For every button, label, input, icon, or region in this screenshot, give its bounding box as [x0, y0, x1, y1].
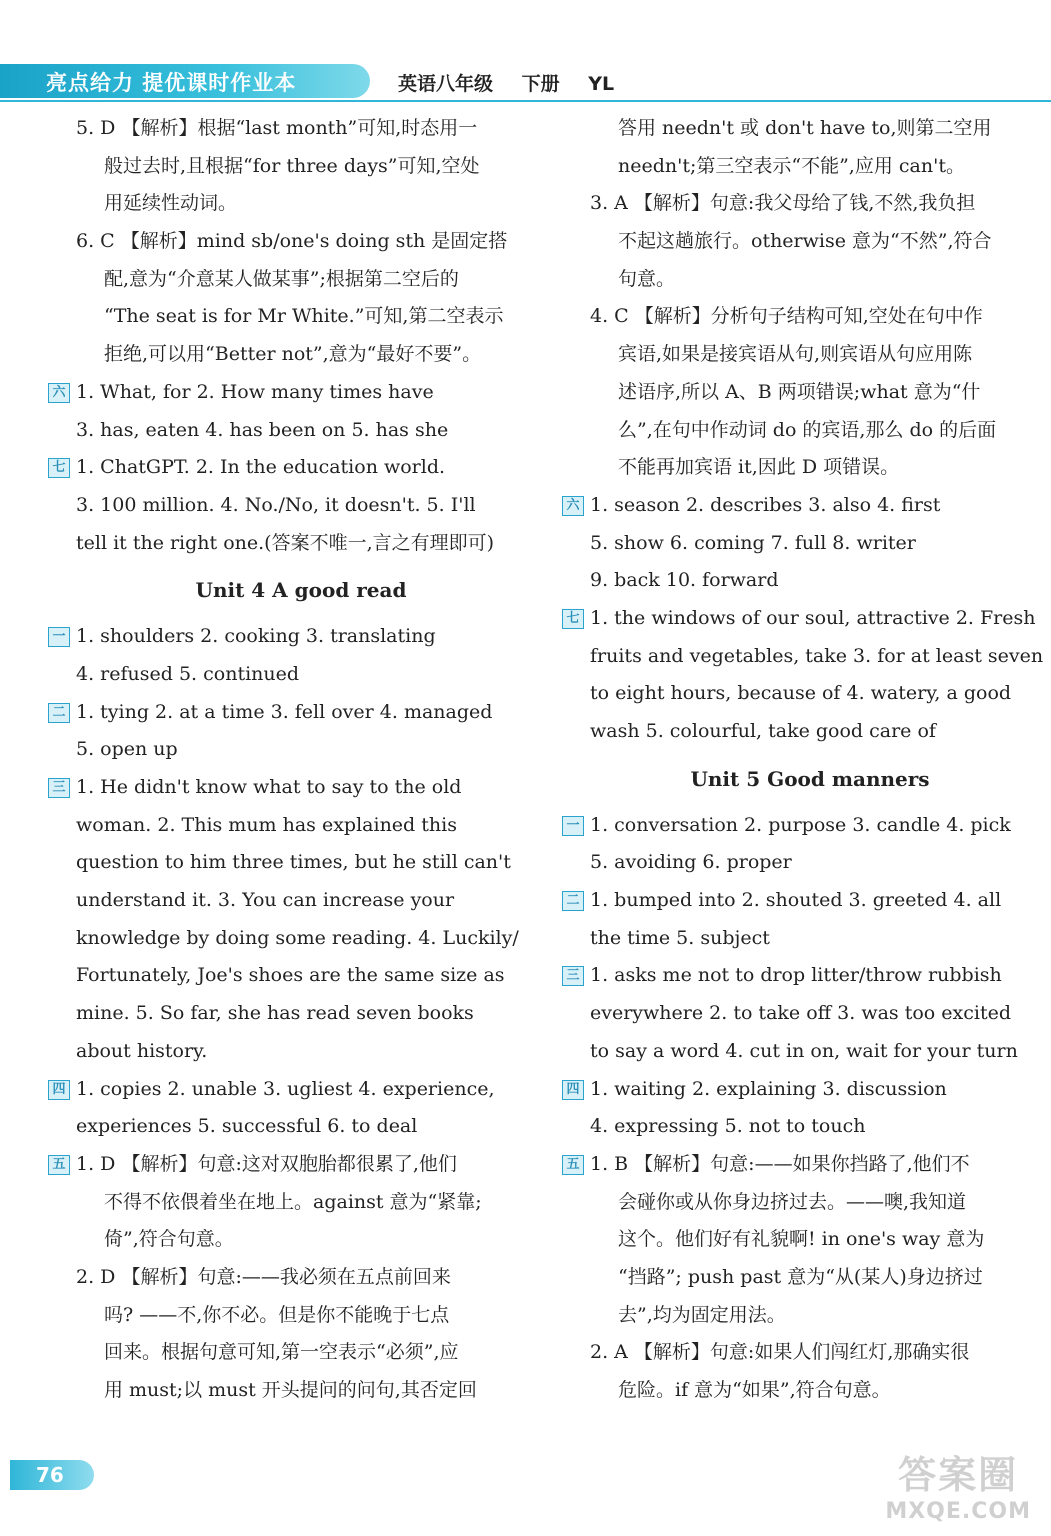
- section-number-icon: 六: [48, 383, 70, 403]
- answer-text: 5. D 【解析】根据“last month”可知,时态用一: [76, 117, 478, 139]
- answer-line: [590, 1297, 1030, 1335]
- answer-text: 4. expressing 5. not to touch: [590, 1115, 866, 1138]
- answer-line: [76, 298, 526, 336]
- edition-label: YL: [588, 73, 615, 95]
- answer-text: “The seat is for Mr White.”可知,第二空表示: [104, 305, 504, 328]
- answer-line: [590, 223, 1030, 261]
- answer-line: [590, 844, 1030, 882]
- answer-text: 用延续性动词。: [104, 192, 238, 215]
- answer-text: 2. D 【解析】句意:——我必须在五点前回来: [76, 1265, 451, 1288]
- answer-line: [590, 1221, 1030, 1259]
- answer-text: 回来。根据句意可知,第一空表示“必须”,应: [104, 1341, 459, 1364]
- book-title: 亮点给力 提优课时作业本: [46, 71, 297, 95]
- answer-text: 这个。他们好有礼貌啊! in one's way 意为: [618, 1228, 985, 1251]
- answer-line: [52, 449, 526, 487]
- left-answers: [52, 110, 526, 562]
- answer-line: [76, 336, 526, 374]
- answer-text: 不能再加宾语 it,因此 D 项错误。: [618, 456, 900, 479]
- answer-line: [590, 1334, 1030, 1372]
- answer-line: [76, 844, 526, 882]
- section-number-icon: 四: [48, 1080, 70, 1100]
- answer-line: [590, 1184, 1030, 1222]
- answer-text: 不得不依偎着坐在地上。against 意为“紧靠;: [104, 1190, 482, 1213]
- answer-line: [590, 675, 1030, 713]
- answer-line: [590, 638, 1044, 676]
- volume-label: 下册: [521, 73, 560, 95]
- section-number-icon: 二: [562, 891, 584, 911]
- answer-line: [76, 1221, 526, 1259]
- answer-text: 1. conversation 2. purpose 3. candle 4. pick: [590, 813, 1011, 836]
- answer-text: 1. copies 2. unable 3. ugliest 4. experience,: [76, 1077, 495, 1100]
- watermark-text: 答案圈: [898, 1453, 1019, 1497]
- answer-text: 3. 100 million. 4. No./No, it doesn't. 5. I'll: [76, 493, 476, 516]
- answer-line: [76, 1033, 526, 1071]
- answer-text: 3. has, eaten 4. has been on 5. has she: [76, 418, 449, 441]
- page-number: 76: [10, 1460, 94, 1490]
- section-number-icon: 一: [562, 816, 584, 836]
- answer-line: [590, 261, 1030, 299]
- watermark-url: MXQE.COM: [885, 1499, 1031, 1524]
- answer-line: [76, 487, 526, 525]
- answer-line: [52, 1146, 526, 1184]
- section-number-icon: 五: [562, 1155, 584, 1175]
- answer-text: 1. bumped into 2. shouted 3. greeted 4. all: [590, 889, 1002, 912]
- answer-text: 4. C 【解析】分析句子结构可知,空处在句中作: [590, 305, 983, 328]
- answer-text: 配,意为“介意某人做某事”;根据第二空后的: [104, 267, 459, 290]
- answer-text: 吗? ——不,你不必。但是你不能晚于七点: [104, 1303, 450, 1326]
- answer-text: mine. 5. So far, she has read seven books: [76, 1002, 474, 1025]
- answer-text: the time 5. subject: [590, 926, 770, 949]
- answer-line: [76, 1372, 526, 1410]
- answer-line: [52, 618, 526, 656]
- answer-text: to say a word 4. cut in on, wait for your turn: [590, 1039, 1018, 1062]
- unit5-answers: [566, 807, 1030, 1410]
- answer-line: [76, 882, 526, 920]
- answer-text: 1. What, for 2. How many times have: [76, 380, 434, 403]
- answer-line: [590, 148, 1030, 186]
- answer-line: [52, 374, 526, 412]
- answer-text: Fortunately, Joe's shoes are the same size as: [76, 964, 505, 987]
- unit5-title: Unit 5 Good manners: [690, 766, 930, 791]
- answer-text: 5. open up: [76, 738, 178, 761]
- answer-text: fruits and vegetables, take 3. for at least seven: [590, 644, 1044, 667]
- answer-line: [76, 110, 526, 148]
- unit4-answers: [52, 618, 526, 1409]
- answer-text: 么”,在句中作动词 do 的宾语,那么 do 的后面: [618, 418, 997, 441]
- answer-text: 9. back 10. forward: [590, 569, 779, 592]
- answer-text: 1. tying 2. at a time 3. fell over 4. managed: [76, 700, 493, 723]
- answer-text: 答用 needn't 或 don't have to,则第二空用: [618, 117, 992, 139]
- answer-text: 拒绝,可以用“Better not”,意为“最好不要”。: [104, 343, 482, 366]
- answer-text: wash 5. colourful, take good care of: [590, 720, 936, 742]
- answer-line: [76, 920, 526, 958]
- answer-text: 句意。: [618, 267, 676, 290]
- answer-text: 1. asks me not to drop litter/throw rubbish: [590, 964, 1002, 987]
- answer-text: 般过去时,且根据“for three days”可知,空处: [104, 154, 480, 177]
- answer-line: [76, 1334, 526, 1372]
- answer-line: [590, 110, 1030, 148]
- answer-line: [590, 525, 1030, 563]
- section-number-icon: 七: [48, 458, 70, 478]
- answer-text: experiences 5. successful 6. to deal: [76, 1115, 418, 1138]
- answer-line: [76, 185, 526, 223]
- answer-line: [590, 713, 1030, 751]
- answer-line: [590, 562, 1030, 600]
- answer-text: everywhere 2. to take off 3. was too excited: [590, 1002, 1011, 1025]
- answer-text: 不起这趟旅行。otherwise 意为“不然”,符合: [618, 230, 992, 253]
- answer-text: 会碰你或从你身边挤过去。——噢,我知道: [618, 1190, 967, 1213]
- answer-text: 5. show 6. coming 7. full 8. writer: [590, 531, 916, 554]
- answer-line: [590, 1033, 1030, 1071]
- answer-line: [52, 769, 526, 807]
- answer-text: 1. waiting 2. explaining 3. discussion: [590, 1077, 947, 1100]
- header-divider: [0, 100, 1051, 102]
- answer-text: tell it the right one.(答案不唯一,言之有理即可): [76, 531, 495, 554]
- answer-text: 去”,均为固定用法。: [618, 1303, 786, 1326]
- answer-line: [76, 223, 526, 261]
- answer-text: 2. A 【解析】句意:如果人们闯红灯,那确实很: [590, 1341, 970, 1364]
- answer-text: “挡路”; push past 意为“从(某人)身边挤过: [618, 1265, 983, 1288]
- answer-text: 1. He didn't know what to say to the old: [76, 776, 462, 798]
- right-answers: [566, 110, 1044, 751]
- answer-line: [566, 807, 1030, 845]
- answer-text: 用 must;以 must 开头提问的问句,其否定回: [104, 1379, 477, 1401]
- answer-text: 倚”,符合句意。: [104, 1228, 234, 1251]
- section-number-icon: 四: [562, 1080, 584, 1100]
- answer-line: [566, 882, 1030, 920]
- answer-line: [76, 957, 526, 995]
- answer-line: [76, 148, 526, 186]
- answer-line: [590, 1372, 1030, 1410]
- answer-line: [566, 487, 1030, 525]
- section-number-icon: 一: [48, 627, 70, 647]
- answer-line: [76, 412, 526, 450]
- answer-line: [76, 1297, 526, 1335]
- section-number-icon: 二: [48, 703, 70, 723]
- answer-line: [590, 995, 1030, 1033]
- answer-text: knowledge by doing some reading. 4. Luckily/: [76, 926, 519, 949]
- answer-line: [566, 1071, 1030, 1109]
- unit4-title: Unit 4 A good read: [195, 578, 407, 603]
- answer-text: 述语序,所以 A、B 两项错误;what 意为“什: [618, 380, 981, 403]
- answer-line: [76, 807, 526, 845]
- answer-line: [76, 1184, 526, 1222]
- answer-line: [52, 694, 526, 732]
- left-column: [52, 110, 526, 1410]
- answer-line: [590, 185, 1030, 223]
- subject-label: 英语八年级: [398, 73, 494, 95]
- answer-text: 1. season 2. describes 3. also 4. first: [590, 493, 941, 516]
- answer-line: [590, 336, 1030, 374]
- answer-line: [590, 1108, 1030, 1146]
- answer-line: [566, 600, 1036, 638]
- answer-line: [76, 525, 526, 563]
- answer-line: [590, 298, 1030, 336]
- answer-line: [76, 261, 526, 299]
- answer-line: [52, 1071, 526, 1109]
- answer-text: 5. avoiding 6. proper: [590, 851, 792, 874]
- section-number-icon: 七: [562, 609, 584, 629]
- answer-line: [566, 957, 1030, 995]
- watermark-logo: [885, 1444, 1031, 1524]
- answer-text: woman. 2. This mum has explained this: [76, 813, 457, 836]
- section-number-icon: 三: [48, 778, 70, 798]
- answer-line: [566, 1146, 1030, 1184]
- answer-text: 6. C 【解析】mind sb/one's doing sth 是固定搭: [76, 230, 508, 253]
- answer-line: [590, 374, 1030, 412]
- answer-text: 1. ChatGPT. 2. In the education world.: [76, 456, 446, 479]
- section-number-icon: 六: [562, 496, 584, 516]
- answer-text: 危险。if 意为“如果”,符合句意。: [618, 1379, 891, 1401]
- section-number-icon: 五: [48, 1155, 70, 1175]
- answer-text: 1. the windows of our soul, attractive 2. Fresh: [590, 606, 1036, 629]
- section-number-icon: 三: [562, 966, 584, 986]
- answer-line: [76, 731, 526, 769]
- answer-line: [76, 656, 526, 694]
- answer-line: [76, 995, 526, 1033]
- answer-text: to eight hours, because of 4. watery, a good: [590, 682, 1012, 705]
- answer-text: question to him three times, but he still can't: [76, 851, 511, 874]
- header-subtitle: [398, 69, 636, 96]
- answer-line: [76, 1108, 526, 1146]
- answer-text: understand it. 3. You can increase your: [76, 889, 455, 912]
- answer-line: [590, 412, 1030, 450]
- answer-line: [590, 920, 1030, 958]
- answer-text: needn't;第三空表示“不能”,应用 can't。: [618, 154, 965, 177]
- answer-text: 1. B 【解析】句意:——如果你挡路了,他们不: [590, 1152, 970, 1175]
- right-column: [566, 110, 1044, 1410]
- answer-line: [590, 449, 1030, 487]
- answer-text: 宾语,如果是接宾语从句,则宾语从句应用陈: [618, 343, 973, 366]
- answer-text: 3. A 【解析】句意:我父母给了钱,不然,我负担: [590, 192, 976, 215]
- answer-text: 1. shoulders 2. cooking 3. translating: [76, 625, 436, 648]
- answer-line: [590, 1259, 1030, 1297]
- answer-line: [76, 1259, 526, 1297]
- answer-text: 1. D 【解析】句意:这对双胞胎都很累了,他们: [76, 1152, 457, 1175]
- answer-text: 4. refused 5. continued: [76, 662, 300, 685]
- answer-text: about history.: [76, 1039, 208, 1062]
